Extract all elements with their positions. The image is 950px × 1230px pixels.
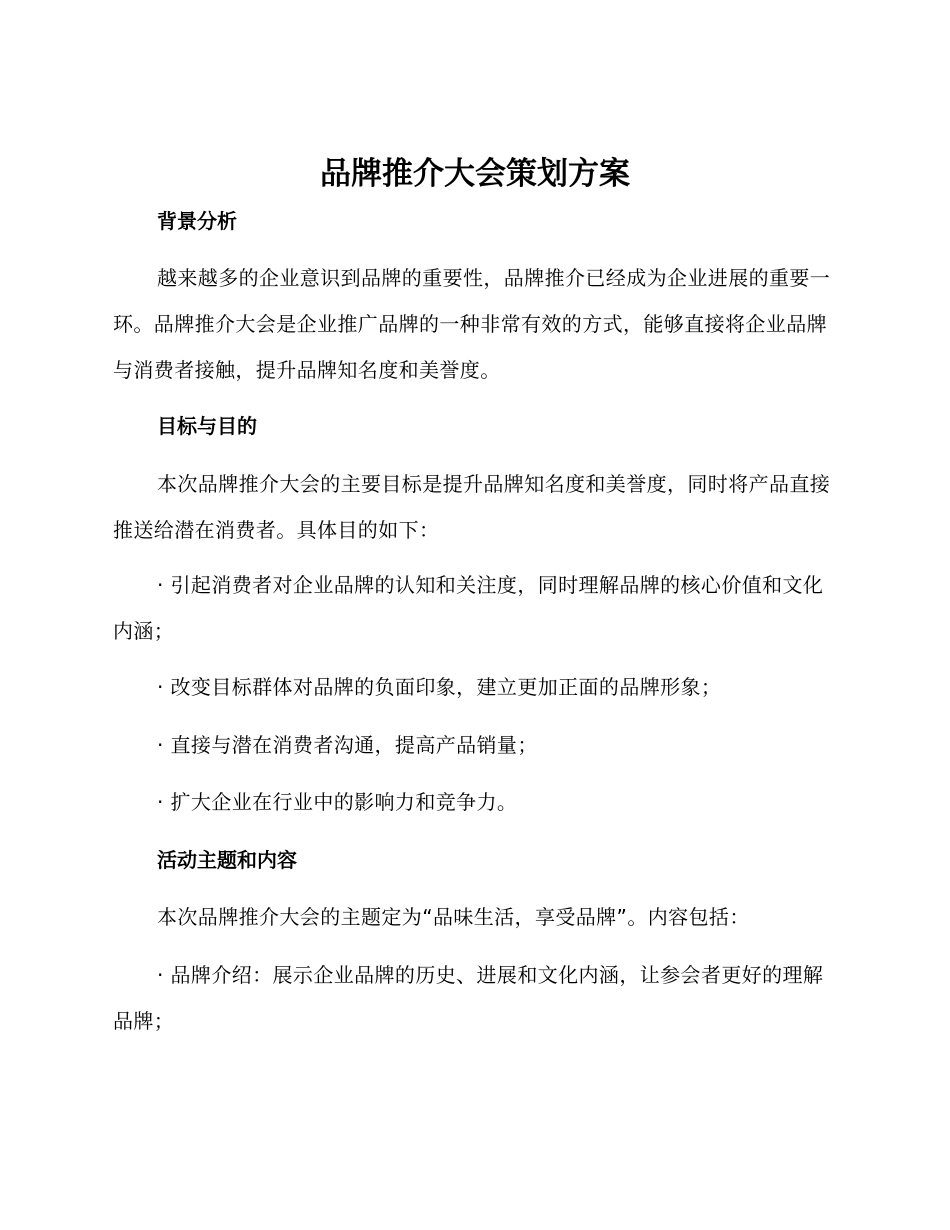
bullet-item: · 改变目标群体对品牌的负面印象，建立更加正面的品牌形象； [157, 675, 722, 699]
section-heading-background: 背景分析 [157, 209, 237, 233]
bullet-item: · 直接与潜在消费者沟通，提高产品销量； [157, 733, 538, 757]
bullet-item: · 引起消费者对企业品牌的认知和关注度，同时理解品牌的核心价值和文化内涵； [113, 573, 824, 643]
section-heading-theme: 活动主题和内容 [157, 848, 297, 872]
section-heading-goals: 目标与目的 [157, 414, 257, 438]
document-title: 品牌推介大会策划方案 [320, 156, 630, 192]
bullet-item: · 品牌介绍：展示企业品牌的历史、进展和文化内涵，让参会者更好的理解品牌； [113, 963, 824, 1033]
paragraph-theme-intro: 本次品牌推介大会的主题定为“品味生活，享受品牌”。内容包括： [157, 905, 750, 929]
bullet-item: · 扩大企业在行业中的影响力和竞争力。 [157, 790, 518, 814]
paragraph-goals-intro: 本次品牌推介大会的主要目标是提升品牌知名度和美誉度，同时将产品直接推送给潜在消费者。具体目的如下： [113, 472, 831, 542]
paragraph-background: 越来越多的企业意识到品牌的重要性，品牌推介已经成为企业进展的重要一环。品牌推介大会是企业推广品牌的一种非常有效的方式，能够直接将企业品牌与消费者接触，提升品牌知名度和美誉度。 [113, 266, 831, 382]
